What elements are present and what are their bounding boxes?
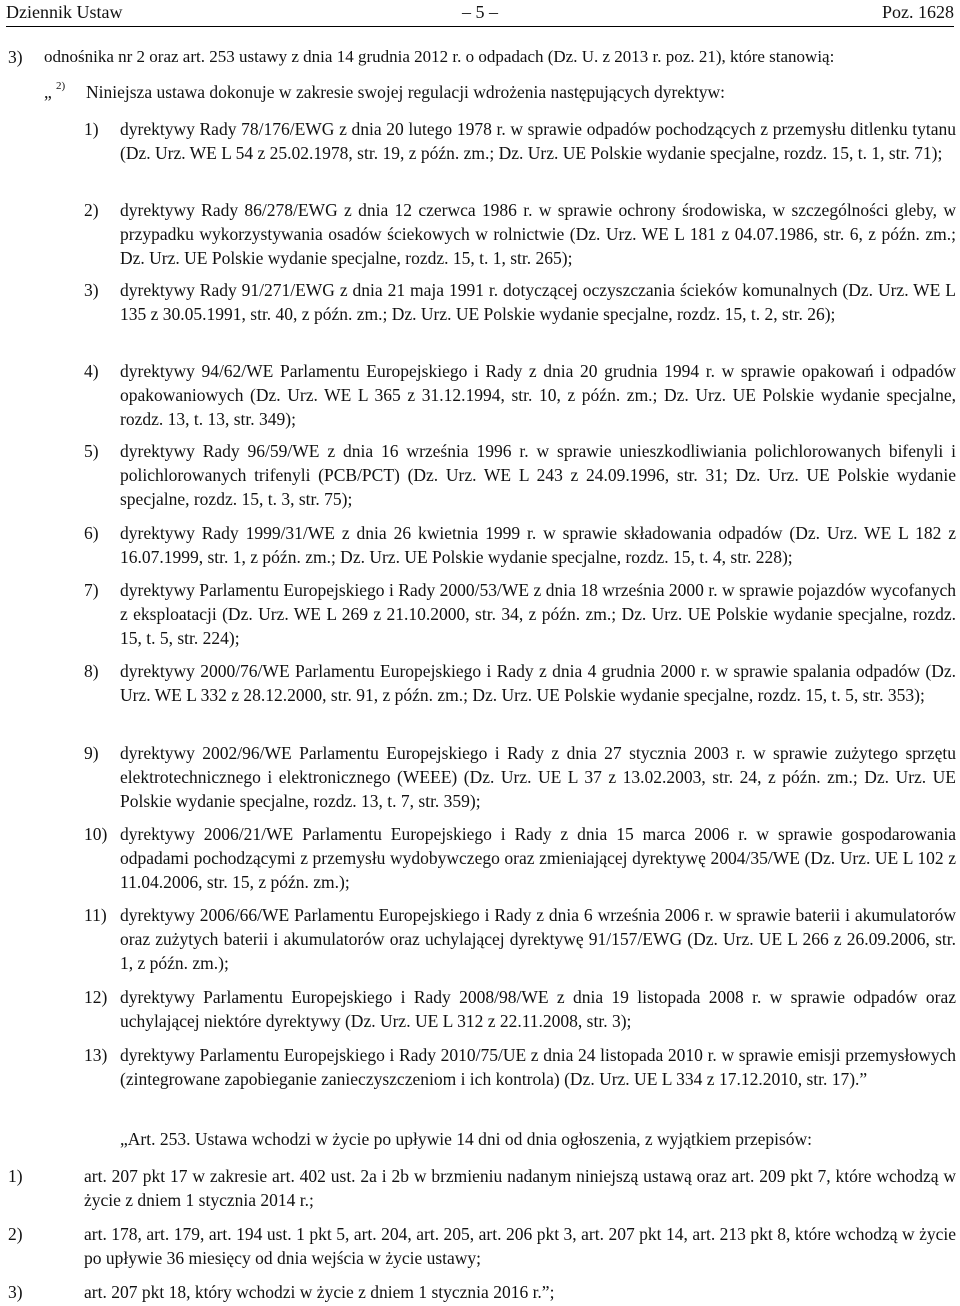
directive-number: 5) bbox=[84, 441, 99, 461]
journal-title: Dziennik Ustaw bbox=[6, 2, 123, 22]
point-number: 3) bbox=[8, 47, 23, 67]
directive-number: 6) bbox=[84, 523, 99, 543]
page-number: – 5 – bbox=[462, 2, 498, 22]
exception-text: art. 207 pkt 18, który wchodzi w życie z dniem 1 stycznia 2016 r.”; bbox=[84, 1282, 555, 1302]
directive-text: dyrektywy Rady 91/271/EWG z dnia 21 maja 1991 r. dotyczącej oczyszczania ścieków komunalnych (Dz. Urz. WE L 135 z 30.05.1991, str. 40, z późn. zm.; Dz. Urz. UE Polskie wydanie specjalne, rozdz. 15, t. 2, str. 26); bbox=[120, 280, 956, 324]
directive-text: dyrektywy 2000/76/WE Parlamentu Europejskiego i Rady z dnia 4 grudnia 2000 r. w sprawie spalania odpadów (Dz. Urz. WE L 332 z 28.12.2000, str. 91, z późn. zm.; Dz. Urz. UE Polskie wydanie specjalne, rozdz. 15, t. 5, str. 353); bbox=[120, 661, 956, 705]
directive-number: 12) bbox=[84, 987, 108, 1007]
directive-text: dyrektywy Parlamentu Europejskiego i Rady 2000/53/WE z dnia 18 września 2000 r. w sprawie pojazdów wycofanych z eksploatacji (Dz. Urz. WE L 269 z 21.10.2000, str. 34, z późn. zm.; Dz. Urz. UE Polskie wydanie specjalne, rozdz. 15, t. 5, str. 224); bbox=[120, 580, 956, 648]
directive-text: dyrektywy Rady 86/278/EWG z dnia 12 czerwca 1986 r. w sprawie ochrony środowiska, w szczególności gleby, w przypadku wykorzystywania osadów ściekowych w rolnictwie (Dz. Urz. WE L 181 z 04.07.1986, str. 6, z późn. zm.; Dz. Urz. UE Polskie wydanie specjalne, rozdz. 15, t. 1, str. 265); bbox=[120, 200, 956, 268]
directive-text: dyrektywy Parlamentu Europejskiego i Rady 2008/98/WE z dnia 19 listopada 2008 r. w sprawie odpadów oraz uchylającej niektóre dyrektywy (Dz. Urz. UE L 312 z 22.11.2008, str. 3); bbox=[120, 987, 956, 1031]
open-quote: „ bbox=[44, 82, 52, 102]
exception-text: art. 178, art. 179, art. 194 ust. 1 pkt 5, art. 204, art. 205, art. 206 pkt 3, art. 207 pkt 14, art. 213 pkt 8, które wchodzą w życie po upływie 36 miesięcy od dnia wejścia w życie ustawy; bbox=[84, 1224, 956, 1268]
directive-text: dyrektywy Rady 78/176/EWG z dnia 20 lutego 1978 r. w sprawie odpadów pochodzących z przemysłu ditlenku tytanu (Dz. Urz. WE L 54 z 25.02.1978, str. 19, z późn. zm.; Dz. Urz. UE Polskie wydanie specjalne, rozdz. 15, t. 1, str. 71); bbox=[120, 119, 956, 163]
directive-text: dyrektywy Rady 1999/31/WE z dnia 26 kwietnia 1999 r. w sprawie składowania odpadów (Dz. Urz. WE L 182 z 16.07.1999, str. 1, z późn. zm.; Dz. Urz. UE Polskie wydanie specjalne, rozdz. 15, t. 4, str. 228); bbox=[120, 523, 956, 567]
directive-number: 3) bbox=[84, 280, 99, 300]
directive-text: dyrektywy Rady 96/59/WE z dnia 16 września 1996 r. w sprawie unieszkodliwiania polichlorowanych bifenyli i polichlorowanych trifenyli (PCB/PCT) (Dz. Urz. WE L 243 z 24.09.1996, str. 31; Dz. Urz. UE Polskie wydanie specjalne, rozdz. 15, t. 3, str. 75); bbox=[120, 441, 956, 509]
directive-number: 10) bbox=[84, 824, 108, 844]
directive-number: 13) bbox=[84, 1045, 108, 1065]
position-number: Poz. 1628 bbox=[882, 2, 954, 22]
directive-number: 11) bbox=[84, 905, 107, 925]
directive-text: dyrektywy Parlamentu Europejskiego i Rady 2010/75/UE z dnia 24 listopada 2010 r. w sprawie emisji przemysłowych (zintegrowane zapobieganie zanieczyszczeniom i ich kontrola) (Dz. Urz. UE L 334 z 17.12.2010, str. 17).” bbox=[120, 1045, 956, 1089]
directive-number: 8) bbox=[84, 661, 99, 681]
directive-number: 4) bbox=[84, 361, 99, 381]
exception-number: 3) bbox=[8, 1282, 23, 1302]
footnote-intro: „ 2) Niniejsza ustawa dokonuje w zakresie swojej regulacji wdrożenia następujących dyrektyw: bbox=[44, 80, 954, 106]
directive-text: dyrektywy 94/62/WE Parlamentu Europejskiego i Rady z dnia 20 grudnia 1994 r. w sprawie opakowań i odpadów opakowaniowych (Dz. Urz. WE L 365 z 31.12.1994, str. 10, z późn. zm.; Dz. Urz. UE Polskie wydanie specjalne, rozdz. 13, t. 13, str. 349); bbox=[120, 361, 956, 429]
directive-number: 9) bbox=[84, 743, 99, 763]
point-text: odnośnika nr 2 oraz art. 253 ustawy z dnia 14 grudnia 2012 r. o odpadach (Dz. U. z 2013 r. poz. 21), które stanowią: bbox=[44, 47, 835, 66]
amendment-point-3 bbox=[8, 45, 954, 71]
directive-text: dyrektywy 2002/96/WE Parlamentu Europejskiego i Rady z dnia 27 stycznia 2003 r. w sprawie zużytego sprzętu elektrotechnicznego i elektronicznego (WEEE) (Dz. Urz. UE L 37 z 13.02.2003, str. 24, z późn. zm.; Dz. Urz. UE Polskie wydanie specjalne, rozdz. 13, t. 7, str. 359); bbox=[120, 743, 956, 811]
exception-number: 2) bbox=[8, 1224, 23, 1244]
directive-text: dyrektywy 2006/66/WE Parlamentu Europejskiego i Rady z dnia 6 września 2006 r. w sprawie baterii i akumulatorów oraz zużytych baterii i akumulatorów oraz uchylającej dyrektywę 91/157/EWG (Dz. Urz. UE L 266 z 26.09.2006, str. 1, z późn. zm.); bbox=[120, 905, 956, 973]
directive-number: 7) bbox=[84, 580, 99, 600]
directive-number: 1) bbox=[84, 119, 99, 139]
footnote-text: Niniejsza ustawa dokonuje w zakresie swojej regulacji wdrożenia następujących dyrektyw: bbox=[86, 82, 726, 102]
page-header bbox=[6, 0, 954, 27]
directive-number: 2) bbox=[84, 200, 99, 220]
exception-text: art. 207 pkt 17 w zakresie art. 402 ust. 2a i 2b w brzmieniu nadanym niniejszą ustawą oraz art. 209 pkt 7, które wchodzą w życie z dniem 1 stycznia 2014 r.; bbox=[84, 1166, 956, 1210]
directive-text: dyrektywy 2006/21/WE Parlamentu Europejskiego i Rady z dnia 15 marca 2006 r. w sprawie gospodarowania odpadami pochodzącymi z przemysłu wydobywczego oraz zmieniającej dyrektywę 2004/35/WE (Dz. Urz. UE L 102 z 11.04.2006, str. 15, z późn. zm.); bbox=[120, 824, 956, 892]
article-253-text: „Art. 253. Ustawa wchodzi w życie po upływie 14 dni od dnia ogłoszenia, z wyjątkiem przepisów: bbox=[120, 1129, 813, 1149]
exception-number: 1) bbox=[8, 1166, 23, 1186]
